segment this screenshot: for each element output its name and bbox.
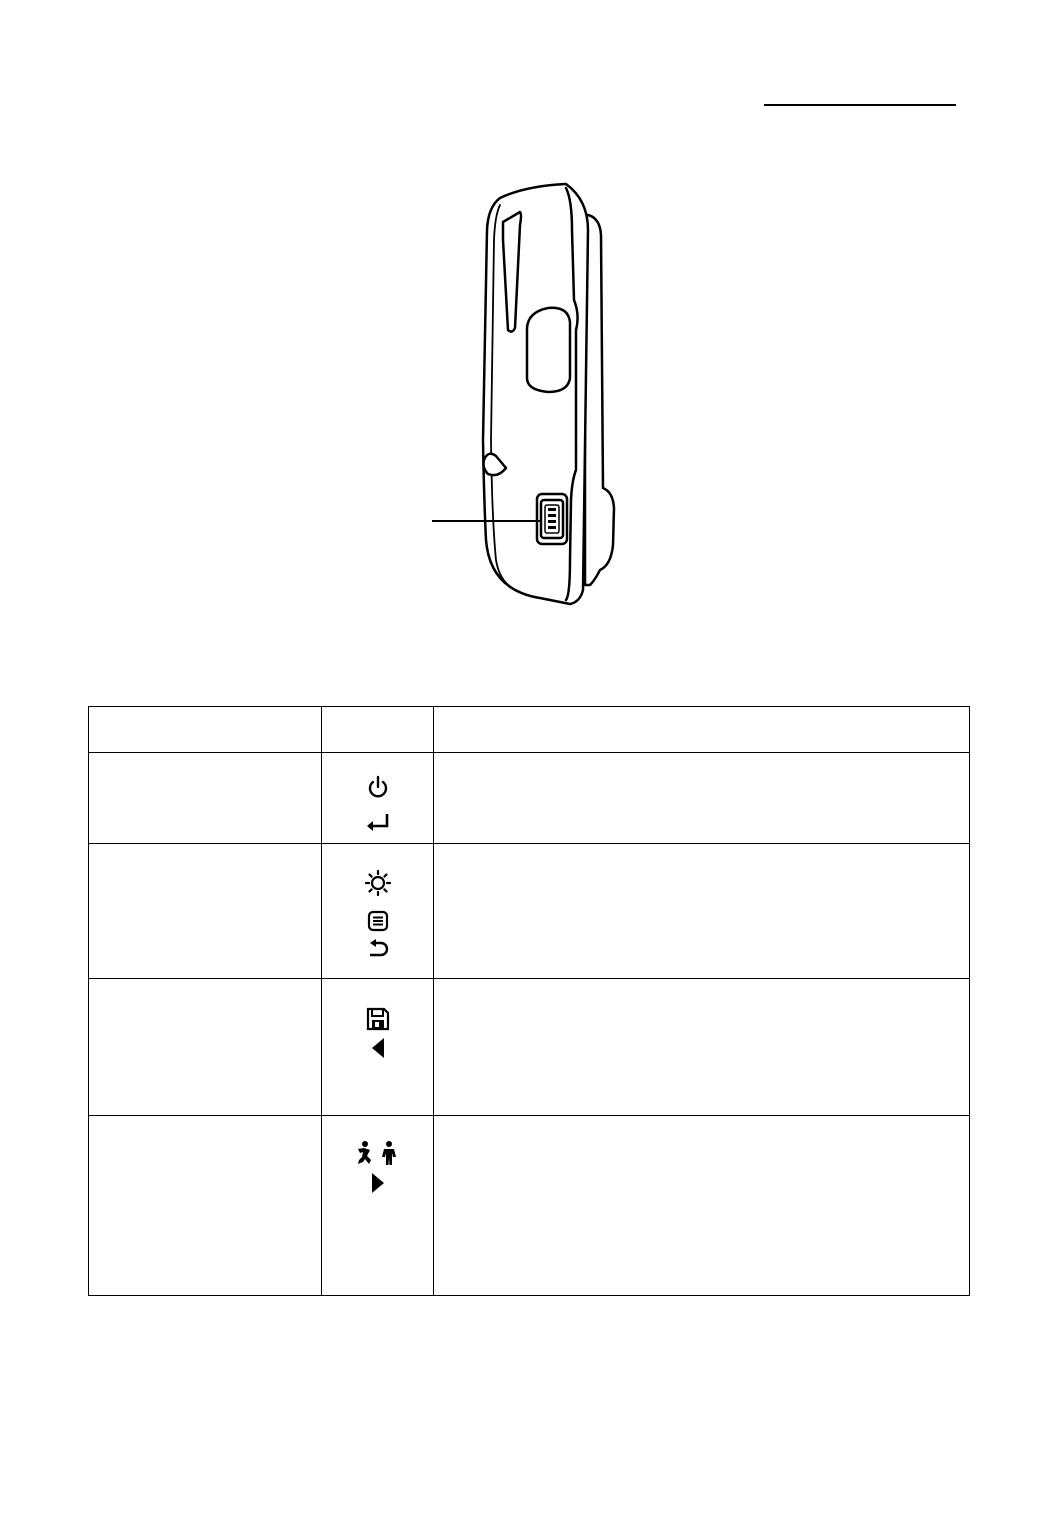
buttons-table [88, 706, 970, 1296]
row-icon-cell [322, 844, 434, 979]
row-name-text [89, 753, 321, 765]
header-name-cell [89, 707, 322, 753]
row-name-cell [89, 979, 322, 1116]
table-row [89, 753, 970, 844]
row-name-cell [89, 1116, 322, 1296]
brightness-icon [364, 869, 392, 897]
table-row [89, 979, 970, 1116]
row-name-cell [89, 844, 322, 979]
menu-icon [367, 910, 389, 932]
enter-icon [365, 812, 391, 832]
left-arrow-icon [370, 1037, 386, 1059]
row-icon-cell [322, 979, 434, 1116]
row-description-cell [434, 979, 970, 1116]
header-rule [764, 104, 956, 106]
table-row [89, 1116, 970, 1296]
row-description-text [434, 1116, 969, 1128]
save-icon [366, 1007, 390, 1031]
row-description-text [434, 844, 969, 856]
header-description-cell [434, 707, 970, 753]
device-side-view-illustration [420, 175, 630, 615]
row-description-cell [434, 1116, 970, 1296]
power-icon [366, 775, 390, 799]
header-description-text [434, 707, 969, 719]
table-header-row [89, 707, 970, 753]
right-arrow-icon [370, 1172, 386, 1194]
usb-port-callout-line [432, 520, 540, 522]
table-row [89, 844, 970, 979]
row-name-cell [89, 753, 322, 844]
row-description-text [434, 753, 969, 765]
row-name-text [89, 1116, 321, 1128]
row-description-cell [434, 844, 970, 979]
row-name-text [89, 979, 321, 991]
sport-mode-icon [356, 1140, 400, 1166]
row-icon-cell [322, 753, 434, 844]
header-icon-text [322, 707, 433, 719]
header-icon-cell [322, 707, 434, 753]
row-icon-cell [322, 1116, 434, 1296]
row-description-cell [434, 753, 970, 844]
back-icon [367, 938, 389, 958]
header-name-text [89, 707, 321, 719]
row-description-text [434, 979, 969, 991]
row-name-text [89, 844, 321, 856]
